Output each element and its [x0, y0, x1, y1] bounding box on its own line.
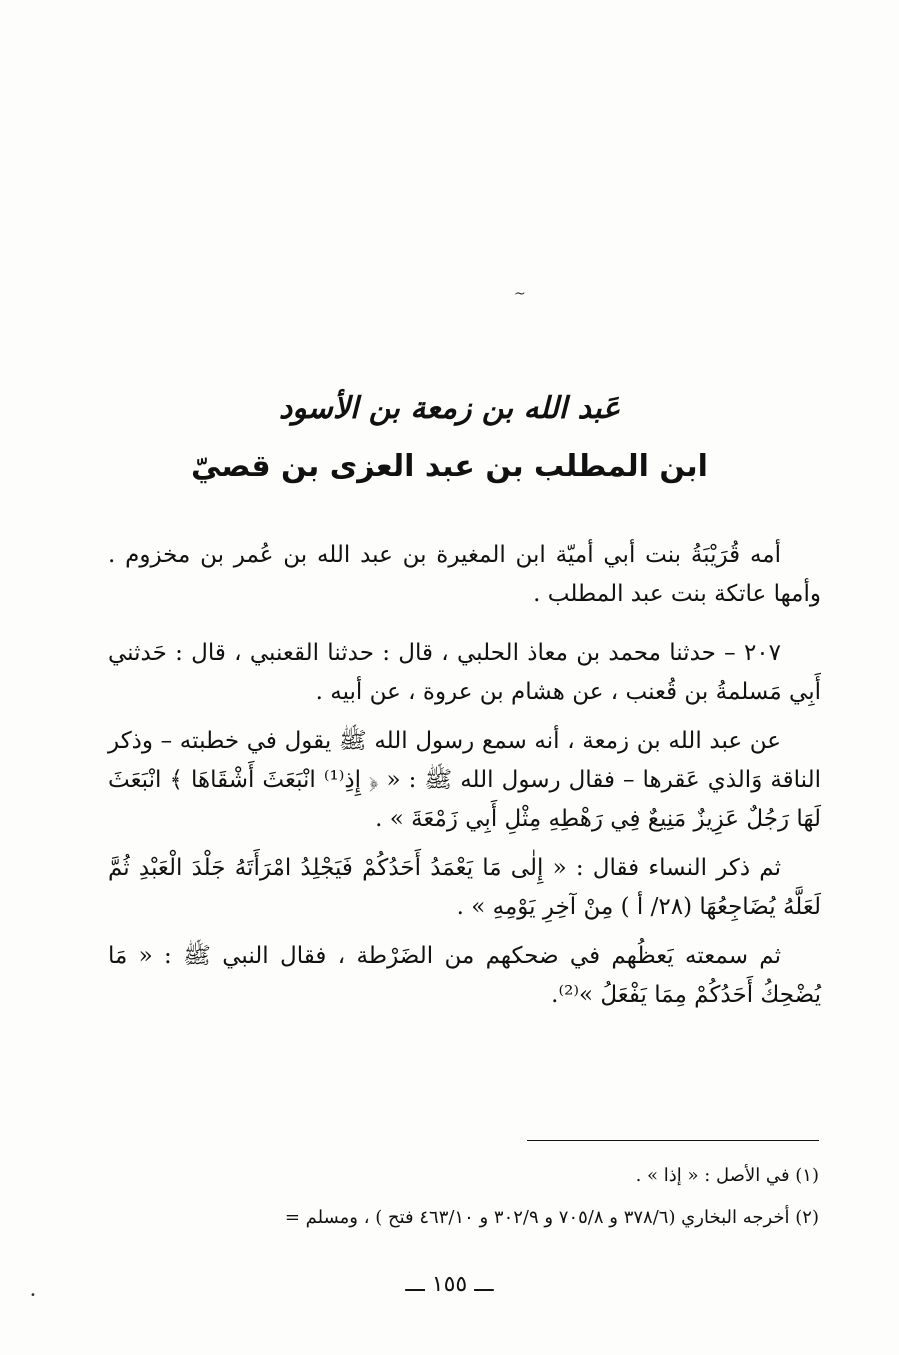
paragraph-hadith-sermon: عن عبد الله بن زمعة ، أنه سمع رسول الله ﷺ يقول في خطبته – وذكر الناقة وَالذي عَقرها – فقال رسول الله ﷺ : « ﴿ إِذِ⁽¹⁾ انْبَعَثَ أَشْقَاهَا ﴾ انْبَعَثَ لَهَا رَجُلٌ عَزِيزٌ مَنِيعٌ فِي رَهْطِهِ مِثْلِ أَبِي زَمْعَةَ » . — [108, 728, 821, 832]
paragraph-hadith-207-isnad: ٢٠٧ – حدثنا محمد بن معاذ الحلبي ، قال : حدثنا القعنبي ، قال : حَدثني أَبِي مَسلمةُ بن قُعنب ، عن هشام بن عروة ، عن أبيه . — [108, 640, 821, 705]
page-number: ـــ ١٥٥ ـــ — [405, 1272, 494, 1297]
chapter-title-line-1: عَبد الله بن زمعة بن الأسود — [278, 391, 621, 426]
print-speck-mark: ~ — [514, 286, 526, 302]
chapter-title-line-2: ابن المطلب بن عبد العزى بن قصيّ — [191, 449, 708, 484]
footnote-2: (٢) أخرجه البخاري (٣٧٨/٦ و ٧٠٥/٨ و ٣٠٢/٩ و ٤٦٣/١٠ فتح ) ، ومسلم = — [284, 1207, 819, 1228]
footnote-divider — [527, 1140, 819, 1141]
footnotes — [108, 1155, 819, 1239]
main-text — [108, 536, 821, 1025]
paragraph-lineage: أمه قُرَيْبَةُ بنت أبي أميّة ابن المغيرة بن عبد الله بن عُمر بن مخزوم . وأمها عاتكة بنت عبد المطلب . — [108, 542, 821, 607]
paragraph-hadith-laughter: ثم سمعته يَعظُهم في ضحكهم من الضَرْطة ، فقال النبي ﷺ : « مَا يُضْحِكُ أَحَدُكُمْ مِمَا يَفْعَلُ »⁽²⁾. — [108, 943, 821, 1008]
margin-dot-mark: • — [30, 1290, 36, 1301]
chapter-title — [110, 380, 789, 496]
paragraph-hadith-women: ثم ذكر النساء فقال : « إِلٰى مَا يَعْمَدُ أَحَدُكُمْ فَيَجْلِدُ امْرَأَتَهُ جَلْدَ الْعَبْدِ ثُمَّ لَعَلَّهُ يُضَاجِعُهَا (٢٨/ أ ) مِنْ آخِرِ يَوْمِهِ » . — [108, 855, 821, 920]
footnote-1: (١) في الأصل : « إذا » . — [635, 1165, 819, 1186]
